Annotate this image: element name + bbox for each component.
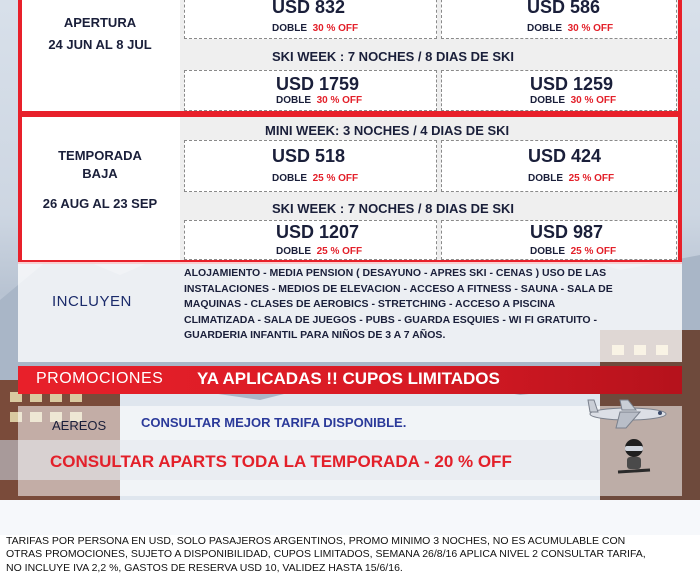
discount-label: 30 % OFF — [312, 23, 359, 34]
flights-text: CONSULTAR MEJOR TARIFA DISPONIBLE. — [141, 415, 407, 430]
season-title-line2: BAJA — [82, 166, 118, 181]
mini-week-title: MINI WEEK: 3 NOCHES / 4 DIAS DE SKI — [265, 123, 510, 138]
price-note: DOBLE 30 % OFF — [272, 23, 359, 34]
discount-label: 25 % OFF — [568, 173, 615, 184]
season-name — [22, 147, 178, 213]
includes-line: CLIMATIZADA - SALA DE JUEGOS - PUBS - GUARDA ESQUIES - WI FI GRATUITO - — [184, 313, 597, 326]
airplane-icon — [582, 392, 672, 434]
discount-label: 25 % OFF — [570, 246, 617, 257]
season-dates: 24 JUN AL 8 JUL — [48, 37, 152, 52]
ski-week-title: SKI WEEK : 7 NOCHES / 8 DIAS DE SKI — [272, 49, 514, 64]
price-note: DOBLE 25 % OFF — [528, 173, 615, 184]
price-note: DOBLE 25 % OFF — [272, 173, 359, 184]
price-note: DOBLE 25 % OFF — [530, 246, 617, 257]
includes-line: MAQUINAS - CLASES DE AEROBICS - STRETCHING - ACCESO A PISCINA — [184, 298, 556, 311]
fine-print-line: TARIFAS POR PERSONA EN USD, SOLO PASAJEROS ARGENTINOS, PROMO MINIMO 3 NOCHES, NO ES ACUMULABLE CON — [6, 535, 626, 547]
price-value: USD 987 — [530, 222, 604, 242]
price-value: USD 518 — [272, 146, 346, 166]
fine-print — [6, 535, 696, 575]
discount-label: 25 % OFF — [316, 246, 363, 257]
promotions-text: YA APLICADAS !! CUPOS LIMITADOS — [197, 369, 500, 388]
discount-label: 30 % OFF — [570, 95, 617, 106]
season-title: APERTURA — [63, 15, 137, 30]
fine-print-line: OTRAS PROMOCIONES, SUJETO A DISPONIBILIDAD, CUPOS LIMITADOS, SEMANA 26/8/16 APLICA NIVEL 2 CONSULTAR TARIFA, — [6, 548, 646, 561]
price-value: USD 1759 — [276, 74, 360, 94]
price-value: USD 832 — [272, 0, 346, 17]
discount-label: 30 % OFF — [316, 95, 363, 106]
price-value: USD 424 — [528, 146, 602, 166]
discount-label: 30 % OFF — [567, 23, 614, 34]
price-note: DOBLE 30 % OFF — [276, 95, 363, 106]
discount-label: 25 % OFF — [312, 173, 359, 184]
price-value: USD 1259 — [530, 74, 614, 94]
season-name — [22, 14, 178, 54]
promotions-label: PROMOCIONES — [36, 370, 164, 387]
includes-line: INSTALACIONES - MEDIOS DE ELEVACION - ACCESO A FITNESS - SAUNA - SALA DE — [184, 282, 613, 295]
price-note: DOBLE 30 % OFF — [530, 95, 617, 106]
season-title: TEMPORADA — [58, 148, 142, 163]
flights-label: AEREOS — [52, 418, 107, 433]
includes-text — [184, 266, 684, 344]
aparts-offer: CONSULTAR APARTS TODA LA TEMPORADA - 20 % OFF — [50, 452, 512, 471]
includes-line: GUARDERIA INFANTIL PARA NIÑOS DE 3 A 7 AÑOS. — [184, 329, 446, 342]
price-note: DOBLE 25 % OFF — [276, 246, 363, 257]
ski-week-title: SKI WEEK : 7 NOCHES / 8 DIAS DE SKI — [272, 201, 514, 216]
skier-icon — [614, 436, 654, 476]
includes-label: INCLUYEN — [52, 293, 132, 310]
price-note: DOBLE 30 % OFF — [527, 23, 614, 34]
fine-print-line: NO INCLUYE IVA 2,2 %, GASTOS DE RESERVA USD 10, VALIDEZ HASTA 15/6/16. — [6, 561, 403, 574]
price-value: USD 1207 — [276, 222, 360, 242]
price-value: USD 586 — [527, 0, 601, 17]
includes-line: ALOJAMIENTO - MEDIA PENSION ( DESAYUNO - APRES SKI - CENAS ) USO DE LAS — [184, 267, 607, 279]
season-dates: 26 AUG AL 23 SEP — [42, 196, 158, 211]
